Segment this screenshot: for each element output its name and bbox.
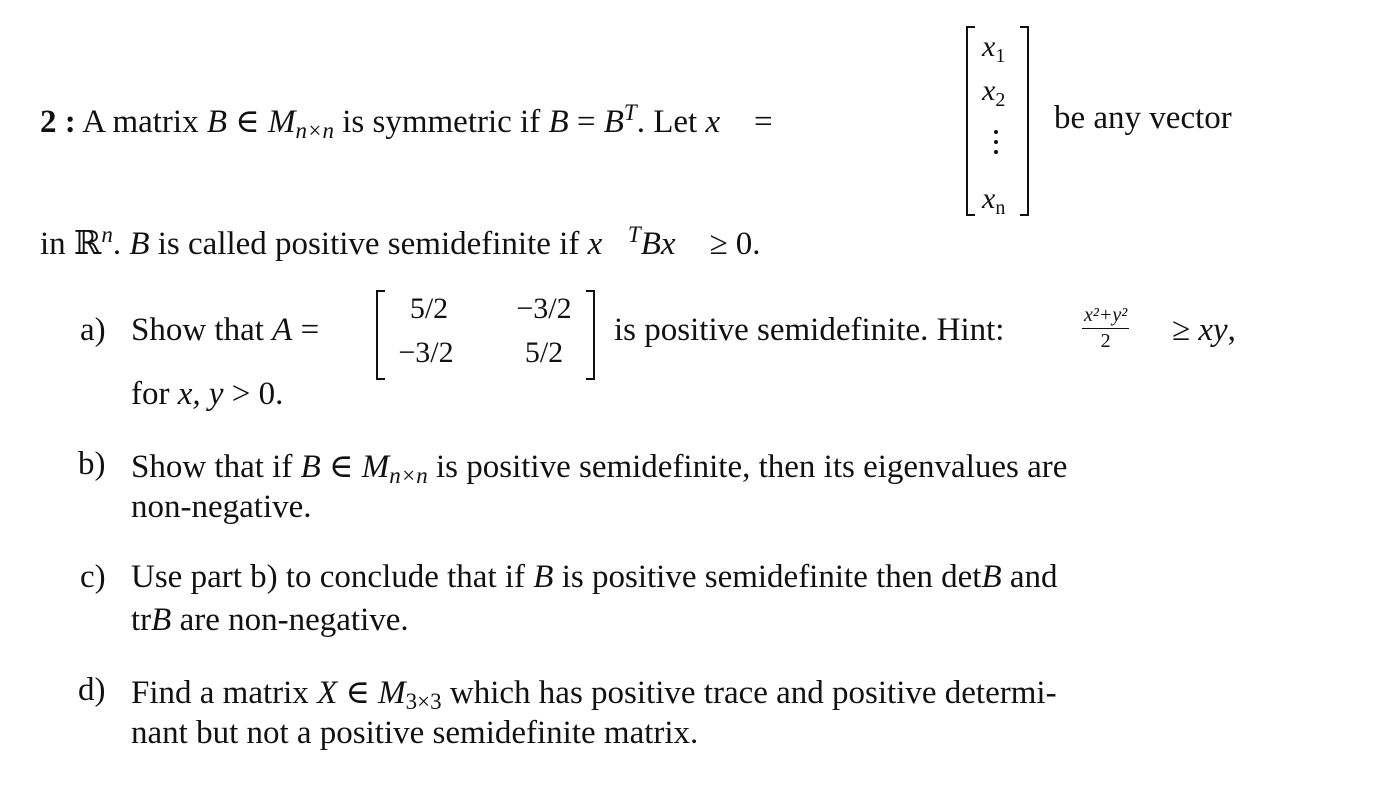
matrix-A-cell-22: 5/2 [524,336,564,369]
part-a-label: a) [80,312,106,348]
part-b-label: b) [78,446,106,482]
part-c-line-1: Use part b) to conclude that if B is positive semidefinite then detB and [131,559,1058,595]
part-a-line-2: for x, y > 0. [131,376,284,412]
intro-prefix: A matrix [82,104,199,140]
vector-entry-n: $x_n$ [982,182,1006,219]
part-d-line-1: Find a matrix X ∈ $M_{3\times 3}$ which has positive trace and positive determi- [131,675,1057,714]
vector-entry-1: $x_1$ [982,30,1006,67]
problem-line-1 [40,100,773,144]
transpose-T: T [623,100,637,125]
matrix-space-M: M [267,104,296,140]
B-times-x: Bx⃗ [640,226,702,262]
equals-sign: = [576,104,596,140]
element-of: ∈ [235,104,260,140]
let-text: . Let [636,104,698,140]
vector-entry-2: $x_2$ [982,74,1006,111]
part-b-line-1: Show that if B ∈ $M_{n\times n}$ is positive semidefinite, then its eigenvalues are [131,449,1068,488]
problem-colon: : [64,104,76,140]
matrix-A-right-bracket [586,290,595,380]
vector-x: x⃗ [705,104,746,140]
matrix-A-cell-21: −3/2 [398,336,454,369]
vector-right-bracket [1020,26,1029,216]
matrix-space-dim: n×n [295,118,334,143]
part-d-line-2: nant but not a positive semidefinite matrix. [131,715,699,751]
hint-fraction: $\frac{\text{x²+y²}}{2}$ [1084,304,1128,352]
be-any-vector-text: be any vector [1054,100,1232,136]
matrix-B-2: B [548,104,569,140]
problem-number: 2 [40,104,57,140]
vector-left-bracket [966,26,975,216]
part-c-line-2: trB are non-negative. [131,602,409,638]
vertical-dots-icon [994,130,998,160]
matrix-A: A [272,312,293,348]
part-a-line-1-left: Show that A = [131,312,320,348]
part-c-label: c) [80,559,106,595]
matrix-B: B [206,104,228,140]
called-psd-text: is called positive semidefinite if [157,226,580,262]
geq-zero: ≥ 0. [709,226,761,262]
in-R: in ℝ [40,226,102,262]
matrix-A-cell-12: −3/2 [516,292,572,325]
equals-sign-2: = [754,104,773,140]
matrix-B-3: B [129,226,150,262]
part-d-label: d) [78,672,106,708]
matrix-A-cell-11: 5/2 [409,292,449,325]
part-b-line-2: non-negative. [131,489,312,525]
transpose-base: B [603,104,624,140]
is-symmetric-text: is symmetric if [342,104,541,140]
R-exponent: n [101,222,113,247]
problem-line-2: in ℝ$^n$. B is called positive semidefinite if x⃗$^T$Bx⃗ ≥ 0. [40,222,761,262]
hint-inequality: ≥ xy, [1172,312,1236,348]
part-a-line-1-right: is positive semidefinite. Hint: [614,312,1005,348]
vector-x-transpose: x⃗ [587,226,628,262]
